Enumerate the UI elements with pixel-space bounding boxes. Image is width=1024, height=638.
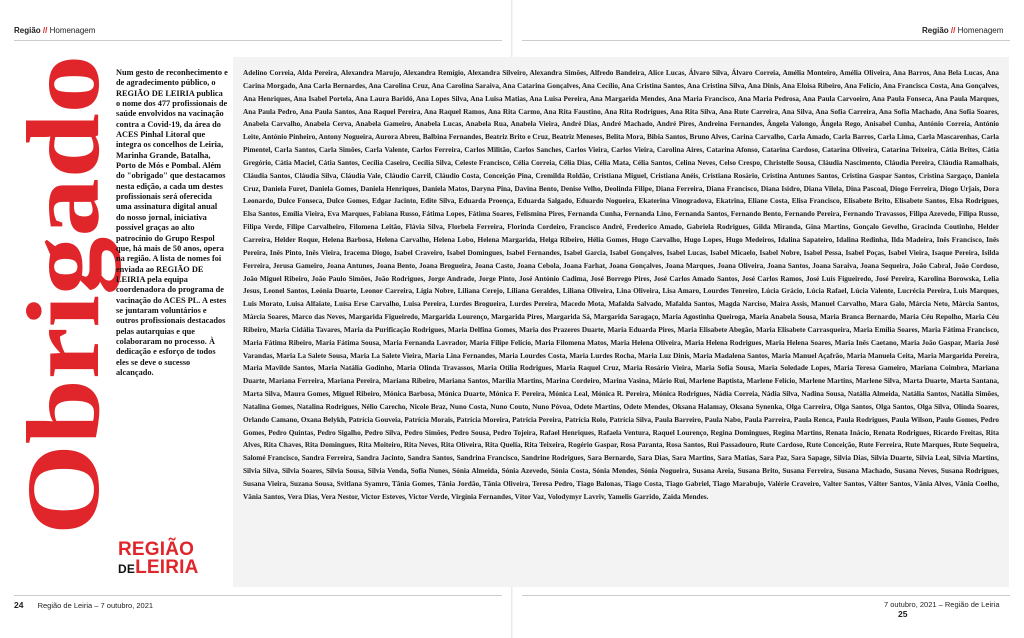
names-panel bbox=[233, 57, 1009, 587]
header-right-separator: // bbox=[950, 26, 956, 35]
headline-svg bbox=[6, 55, 121, 535]
header-right bbox=[922, 26, 1003, 35]
footer-rule-right bbox=[522, 595, 1010, 596]
region-logo bbox=[118, 541, 230, 579]
footer-rule-left bbox=[14, 595, 502, 596]
footer-right bbox=[884, 600, 1024, 619]
names-list: Adelino Correia, Alda Pereira, Alexandra Marujo, Alexandra Remígio, Alexandra Silveiro, Alexandra Simões, Alfredo Bandeira, Alice Lucas, Álvaro Silva, Álvaro Correia, Amélia Monteiro, Amélia Oliveira, Ana Barros, Ana Bela Lucas, Ana Carina Morgado, Ana Carla Bernardes, Ana Carolina Cruz, Ana Carolina Saraiva, Ana Catarina Gonçalves, Ana Cecílio, Ana Cristina Santos, Ana Cristina Silva, Ana Dinis, Ana Eloisa Ribeiro, Ana Felício, Ana Francisca Costa, Ana Gonçalves, Ana Henriques, Ana Isabel Portela, Ana Laura Baridó, Ana Lopes Silva, Ana Luisa Matias, Ana Luisa Pereira, Ana Margarida Mendes, Ana Maria Francisco, Ana Maria Pedrosa, Ana Paula Carvoeiro, Ana Paula Fonseca, Ana Paula Marques, Ana Paula Pedro, Ana Paula Santos, Ana Raquel Pereira, Ana Raquel Ramos, Ana Rita Carmo, Ana Rita Faustino, Ana Rita Rodrigues, Ana Rita Silva, Ana Rute Carreira, Ana Silva, Ana Sofia Carreira, Ana Sofia Machado, Ana Sofia Soares, Anabela Carvalho, Anabela Cerva, Anabela Gameiro, Anabela Lucas, Anabela Rua, Anabela Vieira, André Dias, André Machado, André Pires, Andreina Fernandes, Ângela Valongo, Ângela Rego, Anisabel Cunha, António Correia, António Leite, António Pinheiro, Antony Nogueira, Aurora Abreu, Balbina Fernandes, Beatriz Brito e Cruz, Beatriz Meneses, Belita Mora, Bibia Santos, Bruno Alves, Carina Carvalho, Carla Amado, Carla Barros, Carla Lima, Carla Mascarenhas, Carla Pimentel, Carla Santos, Carla Simões, Carla Valente, Carlos Ferreira, Carlos Militão, Carlos Sanches, Carlos Vieira, Carlos Vieira, Carolina Aires, Catarina Afonso, Catarina Cardoso, Catarina Oliveira, Catarina Teixeira, Cátia Brites, Cátia Gregório, Cátia Maciel, Cátia Santos, Cecília Caseiro, Cecília Silva, Celeste Francisco, Célia Correia, Célia Dias, Célia Mata, Célia Santos, Celina Neves, Celso Crespo, Christelle Sousa, Cláudia Nascimento, Cláudia Pereira, Cláudia Ramalhais, Cláudia Santos, Cláudia Silva, Cláudia Vale, Cláudio Carril, Cláudio Costa, Conceição Pina, Cremilda Roldão, Cristiana Miguel, Cristiana Anéis, Cristiana Rosário, Cristina Antunes Santos, Cristina Gaspar Santos, Cristina Sargaço, Daniela Cruz, Daniela Furet, Daniela Gomes, Daniela Henriques, Daniela Matos, Daryna Pina, Davina Bento, Denise Velho, Deolinda Filipe, Diana Ferreira, Diana Francisco, Diana Isidro, Diana Vilela, Dina Pascoal, Diogo Ferreira, Diogo Urjais, Dora Leonardo, Dulce Fonseca, Dulce Gomes, Edgar Jacinto, Edite Silva, Eduarda Proença, Eduarda Salgado, Eduardo Nogueira, Ekaterina Vinogradova, Ekatrina, Eliane Costa, Elisa Francisco, Elisabete Brito, Elisabete Santos, Elsa Rodrigues, Elsa Santos, Emília Vieira, Eva Marques, Fabiana Russo, Fátima Lopes, Fátima Soares, Felismina Pires, Fernanda Cunha, Fernanda Lino, Fernanda Santos, Fernando Bento, Fernando Pereira, Fernando Travassos, Filipa Azevedo, Filipa Russo, Filipa Verde, Filipe Carvalheiro, Filomena Leitão, Flávia Silva, Florbela Ferreira, Florinda Cordeiro, Francisco André, Frederico Amado, Gabriela Rodrigues, Gilda Miranda, Gina Martins, Gonçalo Gevelho, Gracinda Coutinho, Helder Carreira, Helder Roque, Helena Barbosa, Helena Carvalho, Helena Lobo, Helena Margarida, Helga Ribeiro, Hélia Gomes, Hugo Carvalho, Hugo Lopes, Hugo Medeiros, Idalina Sapateiro, Idalina Redinha, Ilda Madeira, Inês Francisco, Inês Pereira, Inês Pinto, Inês Vieira, Iracema Diogo, Isabel Craveiro, Isabel Domingues, Isabel Fernandes, Isabel Garcia, Isabel Gonçalves, Isabel Lucas, Isabel Micaelo, Isabel Nobre, Isabel Pessa, Isabel Poças, Isabel Vieira, Isaque Pereira, Isilda Ferreira, Jerusa Gameiro, Joana Antunes, Joana Bento, Joana Brogueira, Joana Casto, Joana Cebola, Joana Farhat, Joana Gonçalves, Joana Marques, Joana Oliveira, Joana Santos, Joana Saraiva, Joana Sequeira, João Cabral, João Cordoso, João Miguel Ribeiro, João Paulo Simões, João Rodrigues, Jorge Andrade, Jorge Pinto, José António Cadima, José Borrego Pires, José Carlos Amado Santos, José Carlos Ramos, José Luís Figueiredo, José Pereira, Karolina Borowska, Lelia Jesus, Leonel Santos, Leónia Duarte, Leonor Carreira, Lígia Nobre, Liliana Cerejo, Liliana Geraldes, Liliana Oliveira, Lina Oliveira, Lisa Amaro, Lourdes Tenreiro, Lúcia Grácio, Lúcia Rafael, Lúcia Valente, Lucrécia Pereira, Luis Marques, Luis Morato, Luisa Alfaiate, Luísa Erse Carvalho, Luisa Pereira, Lurdes Brogueira, Lurdes Pereira, Macedo Mota, Mafalda Salvado, Mafalda Santos, Magda Narciso, Maira Assis, Manuel Carvalho, Mara Galo, Márcia Neto, Márcia Santos, Márcia Soares, Marco das Neves, Margarida Figueiredo, Margarida Lourenço, Margarida Pires, Margarida Sá, Margarida Saragaço, Maria Agostinha Queiroga, Maria Anabela Sousa, Maria Branca Bernardo, Maria Céu Repolho, Maria Céu Ribeiro, Maria Cidália Tavares, Maria da Purificação Rodrigues, Maria Delfina Gomes, Maria dos Prazeres Duarte, Maria Eduarda Pires, Maria Elisabete Abegão, Maria Elisabete Carrasqueira, Maria Emília Soares, Maria Fátima Francisco, Maria Fátima Ribeiro, Maria Fátima Sousa, Maria Fernanda Lavrador, Maria Filipe Felicio, Maria Filomena Matos, Maria Helena Oliveira, Maria Helena Rodrigues, Maria Helena Soares, Maria Inês Caetano, Maria João Gaspar, Maria José Varandas, Maria La Salete Sousa, Maria La Salete Vieira, Maria Lina Fernandes, Maria Lourdes Costa, Maria Lurdes Rocha, Maria Luz Dinis, Maria Madalena Santos, Maria Manuel Açafrão, Maria Manuela Ceita, Maria Margarida Pereira, Maria Mavilde Santos, Maria Natália Godinho, Maria Olinda Travassos, Maria Otília Rodrigues, Maria Raquel Cruz, Maria Rosário Vieira, Maria Sofia Sousa, Maria Soledade Lopes, Maria Teresa Gameiro, Mariana Coimbra, Mariana Duarte, Mariana Ferreira, Mariana Pereira, Mariana Ribeiro, Mariana Santos, Marília Martins, Marina Cordeiro, Marina Vasina, Mário Rui, Marlene Baptista, Marlene Felício, Marlene Martins, Marlene Silva, Marta Duarte, Marta Santana, Marta Silva, Maura Gomes, Miguel Ribeiro, Mónica Barbosa, Mónica Duarte, Mónica F. Pereira, Mónica Leal, Mónica R. Pereira, Mónica Rodrigues, Nádia Correia, Nádia Silva, Nadina Sousa, Natália Almeida, Natália Santos, Natália Simões, Natalina Gomes, Natalina Rodrigues, Nélio Carecho, Nicole Braz, Nuno Costa, Nuno Couto, Nuno Póvoa, Odete Martins, Odete Mendes, Oksana Halamay, Oksana Synenka, Olga Carreira, Olga Santos, Olga Santos, Olga Silva, Olinda Soares, Orlando Camano, Oxana Belykh, Patrícia Gouveia, Patrícia Morais, Patrícia Moreira, Patrícia Pereira, Patrícia Rolo, Patrícia Silva, Paula Barreiro, Paula Nabo, Paula Parreira, Paula Renca, Paula Rodrigues, Paula Wilson, Paulo Gomes, Pedro Gomes, Pedro Quintas, Pedro Sigalho, Pedro Silva, Pedro Simões, Pedro Sousa, Pedro Tojeira, Rafael Henriques, Rafaela Ventura, Raquel Lourenço, Regina Domingues, Regina Martins, Renata Inácio, Renata Rodrigues, Ricardo Freitas, Rita Alves, Rita Chaves, Rita Domingues, Rita Moiteiro, Rita Neves, Rita Oliveira, Rita Quelia, Rita Teixeira, Rogério Gaspar, Rosa Paranta, Rosa Santos, Rui Passadouro, Rute Cardoso, Rute Conceição, Rute Ferreira, Rute Marques, Rute Sequeira, Salomé Francisco, Sandra Ferreira, Sandra Jacinto, Sandra Santos, Sandrina Francisco, Sandrine Rodrigues, Sara Bernardo, Sara Dias, Sara Martins, Sara Matias, Sara Paz, Sara Sapage, Silvia Dias, Silvia Duarte, Silvia Leal, Silvia Martins, Silvia Silva, Silvia Soares, Silvia Sousa, Silvia Venda, Sofia Nunes, Sónia Almeida, Sónia Azevedo, Sónia Costa, Sónia Mendes, Sónia Nogueira, Susana Areia, Susana Brito, Susana Ferreira, Susana Machado, Susana Neves, Susana Rodrigues, Susana Vieira, Suzana Sousa, Svitlana Syamro, Tânia Gomes, Tânia Jordão, Tânia Oliveira, Teresa Pedro, Tiago Balonas, Tiago Costa, Tiago Gabriel, Tiago Marabujo, Valérie Craveiro, Valter Santos, Válter Santos, Vânia Alves, Vânia Coelho, Vânia Santos, Vera Dias, Vera Nestor, Victor Esteves, Victor Verde, Virgínia Fernandes, Vítor Vaz, Volodymyr Lavriv, Yamelis Garrido, Zaida Mendes. bbox=[243, 69, 999, 501]
headline bbox=[6, 55, 121, 535]
footer-right-text: 7 outubro, 2021 – Região de Leiria bbox=[884, 600, 1000, 609]
header-left bbox=[14, 26, 95, 35]
header-left-topic: Homenagem bbox=[49, 26, 96, 35]
logo-line-2 bbox=[118, 558, 230, 579]
logo-name: LEIRIA bbox=[135, 557, 199, 578]
intro-text: Num gesto de reconhecimento e de agradecimento público, o REGIÃO DE LEIRIA publica o nome dos 477 profissionais de saúde envolvidos na vacinação contra a Covid-19, da área do ACES Pinhal Litoral que integra os concelhos de Leiria, Marinha Grande, Batalha, Porto de Mós e Pombal. Além do "obrigado" que destacamos nesta edição, a cada um destes profissionais será oferecida uma assinatura digital anual do nosso jornal, iniciativa possível graças ao alto patrocínio do Grupo Respol que, há mais de 50 anos, opera na região. A lista de nomes foi enviada ao REGIÃO DE LEIRIA pela equipa coordenadora do programa de vacinação do ACES PL. A estes se juntaram voluntários e outros profissionais destacados pelas autarquias e que colaboraram no processo. À dedicação e esforço de todos eles se deve o sucesso alcançado. bbox=[116, 68, 228, 377]
page-number-right: 25 bbox=[898, 609, 908, 619]
header-left-section: Região bbox=[14, 26, 41, 35]
header-right-section: Região bbox=[922, 26, 949, 35]
logo-de: DE bbox=[118, 562, 136, 576]
header-left-separator: // bbox=[42, 26, 48, 35]
header-right-topic: Homenagem bbox=[957, 26, 1004, 35]
logo-line-1: REGIÃO bbox=[118, 539, 195, 560]
footer-left bbox=[14, 600, 153, 610]
page-number-left: 24 bbox=[14, 600, 24, 610]
header-rule-right bbox=[522, 40, 1010, 41]
footer-left-text: Região de Leiria – 7 outubro, 2021 bbox=[37, 601, 154, 610]
headline-text: Obrigado bbox=[6, 107, 121, 535]
header-rule-left bbox=[14, 40, 502, 41]
